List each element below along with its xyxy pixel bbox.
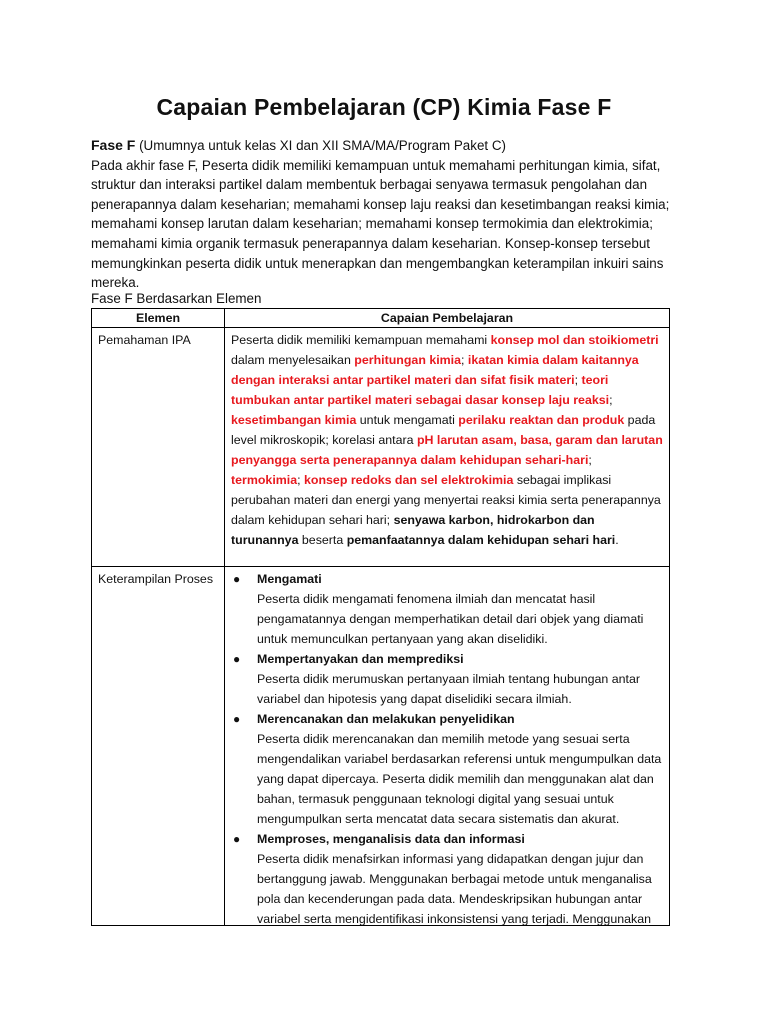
outcome-text: beserta xyxy=(298,533,347,547)
highlighted-concept: teori tumbukan antar partikel materi sebagai dasar konsep laju reaksi xyxy=(231,373,610,407)
outcome-text: Peserta didik memiliki kemampuan memahami xyxy=(231,333,491,347)
element-cell xyxy=(92,328,225,567)
bullet-icon: ● xyxy=(233,832,241,846)
highlighted-concept: perhitungan kimia xyxy=(354,353,462,367)
table-label: Fase F Berdasarkan Elemen xyxy=(91,291,262,306)
skill-heading: Mengamati xyxy=(257,572,322,586)
bold-concept: senyawa karbon, hidrokarbon dan turunannya xyxy=(231,513,595,547)
outcome-text: . xyxy=(615,533,619,547)
skill-heading: Merencanakan dan melakukan penyelidikan xyxy=(257,712,515,726)
highlighted-concept: ikatan kimia dalam kaitannya dengan interaksi antar partikel materi dan sifat fisik materi xyxy=(231,353,639,387)
table-row xyxy=(92,567,670,926)
page-title: Capaian Pembelajaran (CP) Kimia Fase F xyxy=(156,94,612,120)
bullet-icon: ● xyxy=(233,652,241,666)
outcome-text: dalam menyelesaikan xyxy=(231,353,355,367)
outcome-text: sebagai implikasi perubahan materi dan energi yang menyertai reaksi kimia serta penerapannya dalam kehidupan sehari hari; xyxy=(231,473,661,527)
learning-outcomes-table xyxy=(91,308,670,926)
skill-description: Peserta didik mengamati fenomena ilmiah dan mencatat hasil pengamatannya dengan memperhatikan detail dari objek yang diamati untuk memunculkan pertanyaan yang akan diselidiki. xyxy=(257,592,644,646)
outcome-text: ; xyxy=(297,473,305,487)
outcome-text: ; xyxy=(588,453,592,467)
skill-description: Peserta didik merumuskan pertanyaan ilmiah tentang hubungan antar variabel dan hipotesis yang dapat diselidiki secara ilmiah. xyxy=(257,672,640,706)
skill-description: Peserta didik merencanakan dan memilih metode yang sesuai serta mengendalikan variabel berdasarkan referensi untuk mengumpulkan data yang dapat dipercaya. Peserta didik memilih dan menggunakan alat dan bahan, termasuk penggunaan teknologi digital yang sesuai untuk mengumpulkan serta mencatat data secara sistematis dan akurat. xyxy=(257,732,662,826)
phase-note: (Umumnya untuk kelas XI dan XII SMA/MA/Program Paket C) xyxy=(135,138,506,153)
outcome-text: pada level mikroskopik; korelasi antara xyxy=(231,413,656,447)
highlighted-concept: kesetimbangan kimia xyxy=(231,413,357,427)
skill-heading: Memproses, menganalisis data dan informasi xyxy=(257,832,525,846)
skill-item xyxy=(231,829,663,925)
header-outcomes: Capaian Pembelajaran xyxy=(225,309,670,328)
skill-item xyxy=(231,569,663,649)
outcome-text: untuk mengamati xyxy=(356,413,459,427)
highlighted-concept: konsep redoks dan sel elektrokimia xyxy=(304,473,514,487)
skill-description: Peserta didik menafsirkan informasi yang didapatkan dengan jujur dan bertanggung jawab. Menggunakan berbagai metode untuk menganalisa pola dan kecenderungan pada data. Mendeskripsikan hubungan antar variabel serta mengidentifikasi inkonsistensi yang terjadi. Menggunakan xyxy=(257,852,652,925)
outcome-cell xyxy=(225,328,670,567)
element-cell xyxy=(92,567,225,926)
bold-concept: pemanfaatannya dalam kehidupan sehari hari xyxy=(346,533,616,547)
outcome-text: ; xyxy=(609,393,613,407)
element-name: Pemahaman IPA xyxy=(98,333,191,347)
highlighted-concept: perilaku reaktan dan produk xyxy=(458,413,625,427)
highlighted-concept: pH larutan asam, basa, garam dan larutan penyangga serta penerapannya dalam kehidupan sehari-hari xyxy=(231,433,663,467)
table-header-row xyxy=(92,309,670,328)
outcome-cell xyxy=(225,567,670,926)
outcome-text: ; xyxy=(461,353,468,367)
phase-label: Fase F xyxy=(91,137,136,153)
table-row xyxy=(92,328,670,567)
bullet-icon: ● xyxy=(233,572,241,586)
highlighted-concept: termokimia xyxy=(231,473,298,487)
skills-list xyxy=(231,569,663,925)
skill-item xyxy=(231,649,663,709)
element-name: Keterampilan Proses xyxy=(98,572,214,586)
bullet-icon: ● xyxy=(233,712,241,726)
skill-heading: Mempertanyakan dan memprediksi xyxy=(257,652,464,666)
outcome-text: ; xyxy=(574,373,582,387)
skill-item xyxy=(231,709,663,829)
intro-section xyxy=(91,136,681,293)
highlighted-concept: konsep mol dan stoikiometri xyxy=(490,333,659,347)
header-element: Elemen xyxy=(92,309,225,328)
skills-container xyxy=(231,569,663,925)
intro-paragraph: Pada akhir fase F, Peserta didik memiliki kemampuan untuk memahami perhitungan kimia, sifat, struktur dan interaksi partikel dalam membentuk berbagai senyawa termasuk pengolahan dan penerapannya dalam keseharian; memahami konsep laju reaksi dan kesetimbangan reaksi kimia; memahami konsep larutan dalam keseharian; memahami konsep termokimia dan elektrokimia; memahami kimia organik termasuk penerapannya dalam keseharian. Konsep-konsep tersebut memungkinkan peserta didik untuk menerapkan dan mengembangkan keterampilan inkuiri sains mereka. xyxy=(91,157,670,291)
